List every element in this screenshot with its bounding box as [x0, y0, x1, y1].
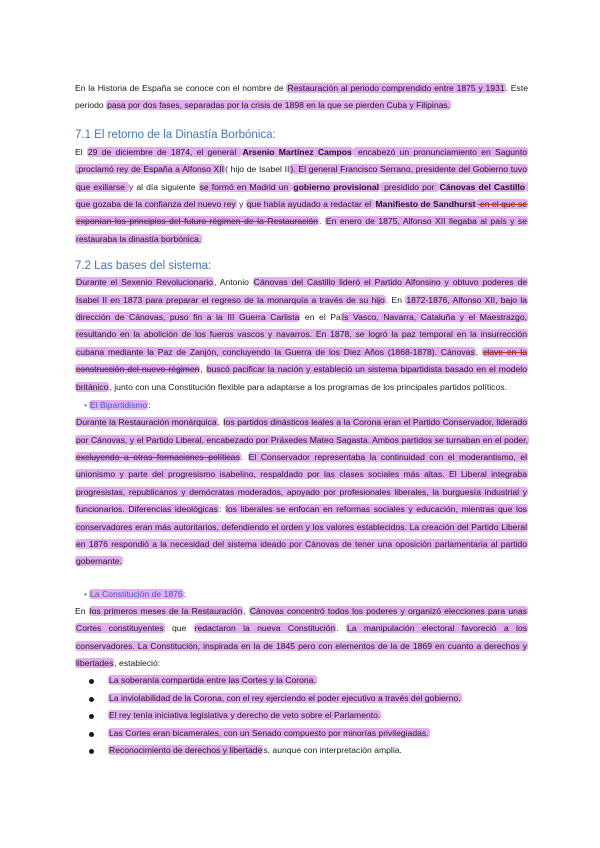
text-run: :	[218, 504, 225, 515]
struck-highlighted-text: clave en la construcción del nuevo régimen	[76, 346, 527, 375]
text-run: , junto con una Constitución flexible para adaptarse a los programas de los principales partidos políticos.	[109, 381, 507, 392]
highlighted-text: El Conservador representaba la continuidad con el moderantismo, el unionismo y parte del progresismo isabelino, respaldado por las clases sociales más altas. El Liberal integraba progresistas, republicanos y demócratas moderados, apoyado por profesionales liberales, la burguesía industrial y funcionarios. Diferencias ideológicas	[76, 451, 527, 515]
subheading-bipartidismo	[84, 397, 528, 414]
highlighted-text: Durante el Sexenio Revolucionario	[76, 277, 213, 288]
bullet-icon	[89, 749, 94, 754]
highlighted-text: pasa por dos fases, separadas por la crisis de 1898 en la que se pierden Cuba y Filipinas.	[107, 100, 451, 111]
constitucion-paragraph	[75, 603, 528, 673]
text-run: y	[236, 199, 246, 210]
list-item	[75, 742, 528, 759]
highlighted-bold-text: Manifiesto de Sandhurst	[375, 199, 476, 210]
highlighted-text: se formó en Madrid un	[199, 181, 292, 192]
highlighted-text: El rey tenía iniciativa legislativa y derecho de veto sobre el Parlamento.	[109, 710, 381, 721]
highlighted-text: Reconocimiento de derechos y libertade	[109, 745, 263, 755]
section-heading-bases: 7.2 Las bases del sistema:	[75, 260, 212, 273]
highlighted-bold-text: Cánovas del Castillo	[439, 181, 525, 192]
struck-highlighted-text: en el que se exponían los principios del futuro régimen de la Restauración	[76, 199, 527, 227]
highlighted-bold-text: Arsenio Martínez Campos	[242, 146, 352, 157]
text-run: .	[336, 623, 346, 634]
highlighted-text: Cánovas concentró todos los poderes y organizó elecciones para unas Cortes constituyentes	[76, 605, 527, 634]
struck-highlighted-text: excluyendo a otras formaciones políticas	[76, 451, 240, 462]
highlighted-text: La inviolabilidad de la Corona, con el rey ejerciendo el poder ejecutivo a través del gobierno.	[109, 692, 461, 703]
section1-paragraph	[75, 144, 528, 248]
text-run: , estableció:	[114, 657, 161, 668]
document-page	[75, 80, 528, 759]
highlighted-text: 29 de diciembre de 1874, el general	[87, 146, 241, 157]
highlighted-text: que había ayudado a redactar el	[246, 199, 374, 210]
text-run: :	[148, 400, 151, 411]
bullet-dot-icon: •	[84, 588, 88, 599]
text-run: en el Pa	[300, 312, 341, 323]
section-heading-retorno: 7.1 El retorno de la Dinastía Borbónica:	[75, 128, 276, 141]
highlighted-text: ís Vasco, Navarra, Cataluña y el Maestrazgo, resultando en la abolición de los fueros vascos y navarros. En 1878, se logró la paz temporal en la insurrección cubana mediante la Paz de Zanjón, concluyendo la Guerra de los Diez Años (1868-1878). Cánovas	[76, 312, 528, 357]
highlighted-text: La manipulación electoral favoreció a los conservadores. La Constitución, inspirada en la de 1845 pero con elementos de la de 1869 en cuanto a derechos y libertades	[76, 623, 527, 668]
text-run: En la Historia de España se conoce con el nombre de	[75, 83, 287, 93]
intro-paragraph	[75, 80, 528, 115]
highlighted-text: Restauración al periodo comprendido entre 1875 y 1931	[287, 83, 505, 93]
highlighted-text: encabezó un pronunciamiento en Sagunto ,proclamó rey de España a Alfonso XII	[76, 146, 528, 175]
highlighted-text: los liberales se enfocan en reformas sociales y educación, mientras que los conservadores eran más autoritarios, defendiendo el orden y los valores establecidos. La creación del Partido Liberal en 1876 respondió a la necesidad del sistema ideado por Cánovas de tener una oposición parlamentaria al partido gobernante.	[76, 504, 527, 567]
highlighted-text: Cánovas del Castillo lideró el Partido Alfonsino y obtuvo poderes de Isabel II en 1873 para preparar el regreso de la monarquía a través de su hijo	[76, 277, 528, 305]
highlighted-text: los primeros meses de la Restauración	[89, 605, 243, 616]
subheading-constitucion	[84, 586, 528, 603]
text-run: .	[240, 451, 248, 462]
highlighted-text: En enero de 1875, Alfonso XII llegaba al país y se restauraba la dinastía borbónica.	[76, 216, 528, 244]
highlighted-text: Durante la Restauración monárquica	[76, 417, 217, 428]
text-run: :	[183, 588, 187, 599]
bullet-icon	[89, 697, 94, 702]
text-run: El	[75, 146, 87, 157]
highlighted-text: buscó pacificar la nación y estableció un sistema bipartidista basado en el modelo británico	[76, 364, 527, 392]
text-run: ( hijo de Isabel II	[225, 164, 290, 175]
highlighted-text: ). El general Francisco Serrano, presidente del Gobierno tuvo que exiliarse	[76, 164, 527, 192]
bullet-icon	[89, 732, 94, 737]
subheading-label: La Constitución de 1876	[90, 588, 183, 599]
list-item	[75, 707, 528, 724]
highlighted-text: Las Cortes eran bicamerales, con un Senado compuesto por minorías privilegiadas.	[109, 727, 429, 738]
section2-paragraph	[75, 274, 528, 396]
list-item	[75, 690, 528, 707]
highlighted-bold-text: gobierno provisional	[293, 181, 380, 192]
highlighted-text: 1872-1876, Alfonso XII, bajo la dirección de Cánovas, puso fin a la III Guerra Carlista	[76, 294, 528, 323]
text-run: ,	[217, 417, 223, 428]
text-run: . En	[385, 294, 406, 305]
list-item	[75, 672, 528, 689]
text-run: ,	[243, 605, 249, 616]
highlighted-text: presidido por	[381, 181, 438, 192]
text-run: , Antonio	[213, 277, 253, 288]
subheading-label: El Bipartidismo	[90, 400, 148, 411]
text-run: s, aunque con interpretación amplia.	[263, 745, 402, 755]
bullet-icon	[89, 679, 94, 684]
text-run: En	[75, 605, 89, 616]
list-item	[75, 725, 528, 742]
bipartidismo-paragraph	[75, 414, 528, 571]
text-run: . Este periodo	[75, 83, 528, 111]
highlighted-text: que gozaba de la confianza del nuevo rey	[75, 182, 528, 209]
bullet-icon	[89, 714, 94, 719]
text-run: .	[318, 216, 325, 227]
highlighted-text: los partidos dinásticos leales a la Corona eran el Partido Conservador, liderado por Cánovas, y el Partido Liberal, encabezado por Práxedes Mateo Sagasta. Ambos partidos se turnaban en el poder,	[76, 417, 528, 445]
text-run: ,	[475, 346, 482, 357]
highlighted-text: La soberanía compartida entre las Cortes y la Corona.	[109, 675, 316, 686]
text-run: que	[164, 623, 194, 634]
text-run: ,	[200, 364, 206, 375]
constitucion-list	[75, 672, 528, 759]
highlighted-text: redactaron la nueva Constitución	[194, 623, 336, 634]
bullet-dot-icon: •	[84, 400, 88, 411]
text-run: y al día siguiente	[129, 181, 199, 192]
